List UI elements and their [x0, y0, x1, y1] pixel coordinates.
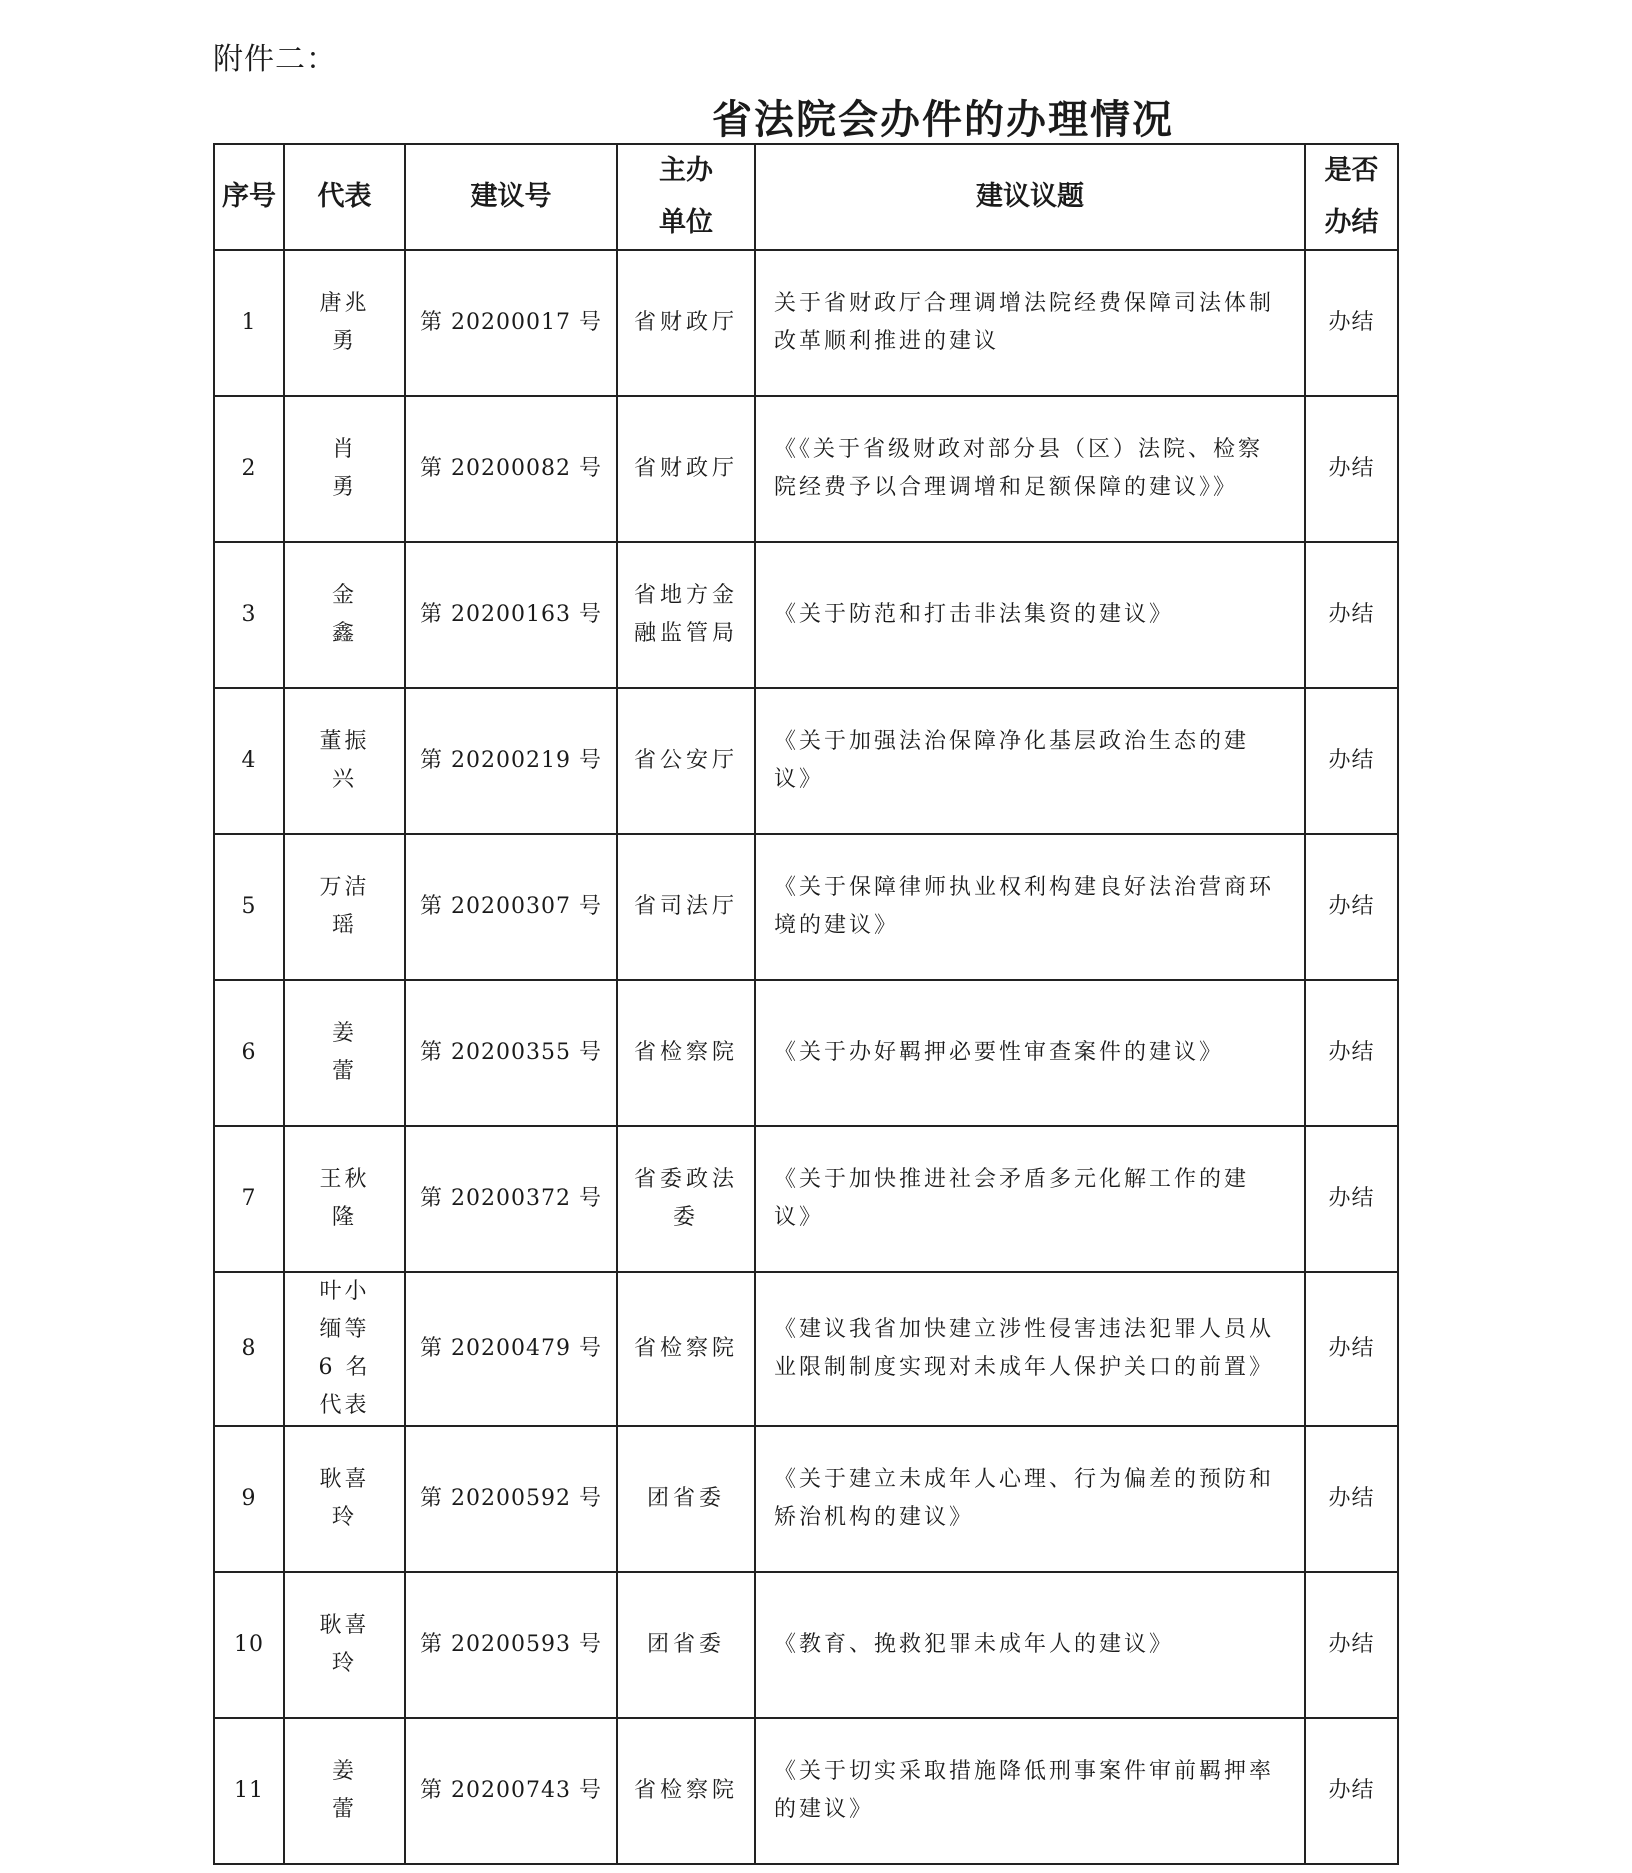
cell-unit: 省财政厅	[617, 396, 755, 542]
cell-seq: 2	[214, 396, 284, 542]
cell-seq: 10	[214, 1572, 284, 1718]
cell-unit: 省检察院	[617, 1718, 755, 1864]
cell-proposal-no: 第 20200017 号	[405, 250, 617, 396]
cell-rep: 耿喜玲	[284, 1572, 405, 1718]
cell-done: 办结	[1305, 980, 1398, 1126]
cell-rep: 叶小缅等 6 名代表	[284, 1272, 405, 1426]
table-row	[214, 250, 1398, 396]
table-row	[214, 1126, 1398, 1272]
header-proposal-no: 建议号	[405, 144, 617, 250]
table-row	[214, 1718, 1398, 1864]
cell-topic: 《关于防范和打击非法集资的建议》	[755, 542, 1305, 688]
cell-rep: 唐兆勇	[284, 250, 405, 396]
header-unit-label: 主办单位	[659, 155, 713, 238]
cell-done: 办结	[1305, 542, 1398, 688]
cell-done: 办结	[1305, 688, 1398, 834]
table-row	[214, 542, 1398, 688]
cell-done: 办结	[1305, 834, 1398, 980]
cell-unit: 团省委	[617, 1572, 755, 1718]
cell-proposal-no: 第 20200479 号	[405, 1272, 617, 1426]
cell-unit: 省检察院	[617, 1272, 755, 1426]
cell-rep: 董振兴	[284, 688, 405, 834]
cell-unit: 省检察院	[617, 980, 755, 1126]
page-title: 省法院会办件的办理情况	[712, 96, 1174, 143]
cell-topic: 《关于加强法治保障净化基层政治生态的建议》	[755, 688, 1305, 834]
cell-topic: 《教育、挽救犯罪未成年人的建议》	[755, 1572, 1305, 1718]
cell-topic: 《建议我省加快建立涉性侵害违法犯罪人员从业限制制度实现对未成年人保护关口的前置》	[755, 1272, 1305, 1426]
cell-done: 办结	[1305, 1426, 1398, 1572]
table-row	[214, 834, 1398, 980]
proposals-table	[213, 143, 1399, 1865]
table-row	[214, 1272, 1398, 1426]
cell-proposal-no: 第 20200372 号	[405, 1126, 617, 1272]
table-header-row	[214, 144, 1398, 250]
header-seq: 序号	[214, 144, 284, 250]
cell-topic: 《关于保障律师执业权利构建良好法治营商环境的建议》	[755, 834, 1305, 980]
table-row	[214, 688, 1398, 834]
cell-done: 办结	[1305, 250, 1398, 396]
cell-seq: 4	[214, 688, 284, 834]
cell-topic: 《关于办好羁押必要性审查案件的建议》	[755, 980, 1305, 1126]
cell-seq: 5	[214, 834, 284, 980]
cell-rep: 姜 蕾	[284, 980, 405, 1126]
cell-rep: 耿喜玲	[284, 1426, 405, 1572]
header-done	[1305, 144, 1398, 250]
attachment-label: 附件二：	[213, 42, 337, 77]
cell-proposal-no: 第 20200593 号	[405, 1572, 617, 1718]
cell-seq: 3	[214, 542, 284, 688]
cell-seq: 8	[214, 1272, 284, 1426]
cell-rep: 王秋隆	[284, 1126, 405, 1272]
cell-done: 办结	[1305, 1572, 1398, 1718]
cell-done: 办结	[1305, 396, 1398, 542]
cell-seq: 9	[214, 1426, 284, 1572]
cell-topic: 《《关于省级财政对部分县（区）法院、检察院经费予以合理调增和足额保障的建议》》	[755, 396, 1305, 542]
header-rep: 代表	[284, 144, 405, 250]
cell-proposal-no: 第 20200163 号	[405, 542, 617, 688]
cell-proposal-no: 第 20200307 号	[405, 834, 617, 980]
header-unit	[617, 144, 755, 250]
table-row	[214, 980, 1398, 1126]
cell-unit: 省公安厅	[617, 688, 755, 834]
table-row	[214, 1572, 1398, 1718]
cell-done: 办结	[1305, 1718, 1398, 1864]
cell-proposal-no: 第 20200743 号	[405, 1718, 617, 1864]
cell-done: 办结	[1305, 1272, 1398, 1426]
cell-done: 办结	[1305, 1126, 1398, 1272]
cell-proposal-no: 第 20200082 号	[405, 396, 617, 542]
cell-rep: 肖 勇	[284, 396, 405, 542]
cell-rep: 万洁瑶	[284, 834, 405, 980]
cell-seq: 6	[214, 980, 284, 1126]
cell-seq: 7	[214, 1126, 284, 1272]
cell-seq: 1	[214, 250, 284, 396]
header-topic: 建议议题	[755, 144, 1305, 250]
cell-seq: 11	[214, 1718, 284, 1864]
cell-proposal-no: 第 20200355 号	[405, 980, 617, 1126]
cell-proposal-no: 第 20200219 号	[405, 688, 617, 834]
cell-unit: 省委政法委	[617, 1126, 755, 1272]
table-row	[214, 1426, 1398, 1572]
cell-proposal-no: 第 20200592 号	[405, 1426, 617, 1572]
cell-rep: 姜 蕾	[284, 1718, 405, 1864]
cell-topic: 关于省财政厅合理调增法院经费保障司法体制改革顺利推进的建议	[755, 250, 1305, 396]
cell-unit: 省司法厅	[617, 834, 755, 980]
cell-unit: 省财政厅	[617, 250, 755, 396]
header-done-label: 是否办结	[1324, 155, 1379, 238]
cell-unit: 团省委	[617, 1426, 755, 1572]
cell-topic: 《关于加快推进社会矛盾多元化解工作的建议》	[755, 1126, 1305, 1272]
table-row	[214, 396, 1398, 542]
cell-topic: 《关于建立未成年人心理、行为偏差的预防和矫治机构的建议》	[755, 1426, 1305, 1572]
cell-topic: 《关于切实采取措施降低刑事案件审前羁押率的建议》	[755, 1718, 1305, 1864]
cell-unit: 省地方金融监管局	[617, 542, 755, 688]
cell-rep: 金 鑫	[284, 542, 405, 688]
